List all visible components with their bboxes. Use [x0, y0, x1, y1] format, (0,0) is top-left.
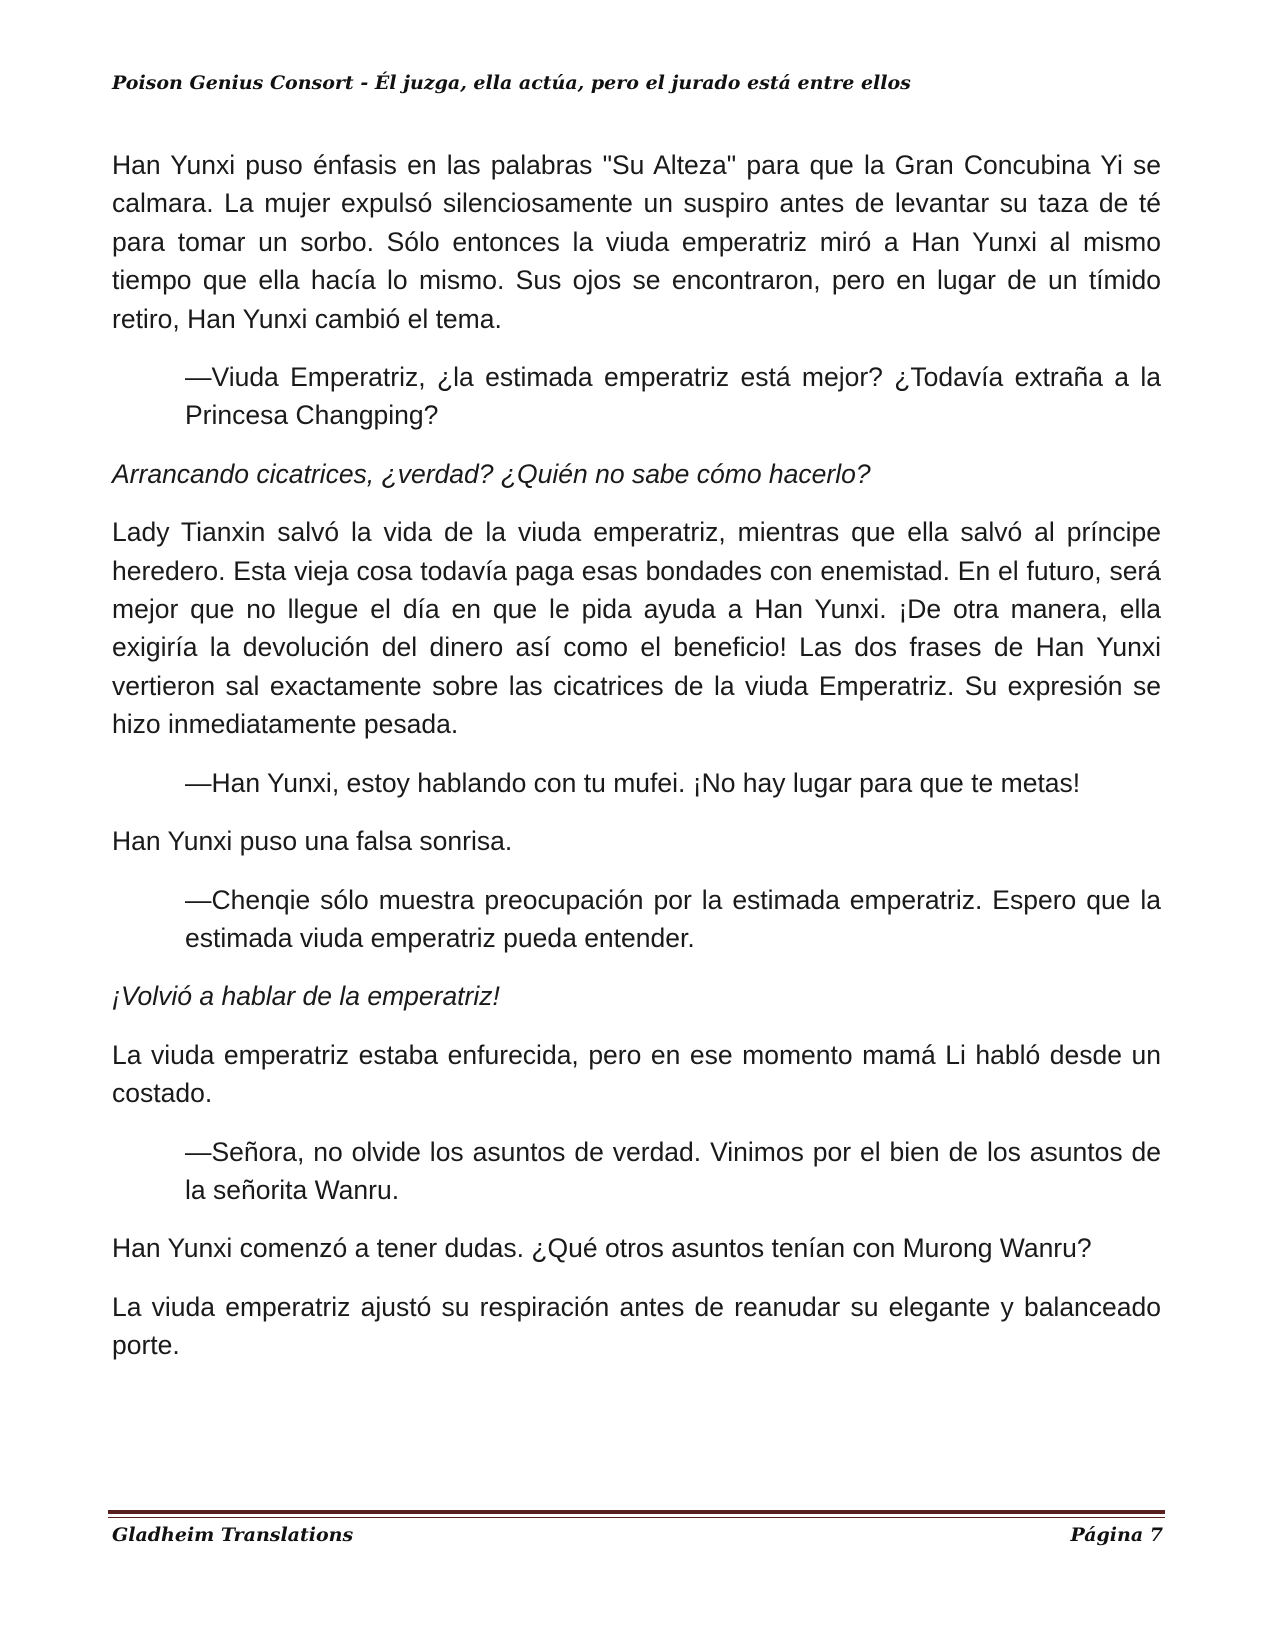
paragraph: La viuda emperatriz ajustó su respiración antes de reanudar su elegante y balanceado porte.	[112, 1291, 1161, 1361]
paragraph: Lady Tianxin salvó la vida de la viuda emperatriz, mientras que ella salvó al príncipe heredero. Esta vieja cosa todavía paga esas bondades con enemistad. En el futuro, será mejor que no llegue el día en que le pida ayuda a Han Yunxi. ¡De otra manera, ella exigiría la devolución del dinero así como el beneficio! Las dos frases de Han Yunxi vertieron sal exactamente sobre las cicatrices de la viuda Emperatriz. Su expresión se hizo inmediatamente pesada.	[112, 517, 1161, 740]
italic-thought: Arrancando cicatrices, ¿verdad? ¿Quién no sabe cómo hacerlo?	[112, 458, 871, 489]
dialogue-paragraph: —Han Yunxi, estoy hablando con tu mufei. ¡No hay lugar para que te metas!	[185, 767, 1081, 798]
dialogue-paragraph: —Chenqie sólo muestra preocupación por la estimada emperatriz. Espero que la estimada viuda emperatriz pueda entender.	[185, 884, 1161, 953]
paragraph: Han Yunxi puso énfasis en las palabras "Su Alteza" para que la Gran Concubina Yi se calmara. La mujer expulsó silenciosamente un suspiro antes de levantar su taza de té para tomar un sorbo. Sólo entonces la viuda emperatriz miró a Han Yunxi al mismo tiempo que ella hacía lo mismo. Sus ojos se encontraron, pero en lugar de un tímido retiro, Han Yunxi cambió el tema.	[112, 150, 1161, 334]
footer-divider	[108, 1510, 1165, 1514]
footer-publisher: Gladheim Translations	[112, 1524, 354, 1546]
page-number: Página 7	[1070, 1524, 1163, 1546]
italic-thought: ¡Volvió a hablar de la emperatriz!	[112, 981, 500, 1012]
paragraph: La viuda emperatriz estaba enfurecida, pero en ese momento mamá Li habló desde un costado.	[112, 1039, 1161, 1109]
paragraph: Han Yunxi comenzó a tener dudas. ¿Qué otros asuntos tenían con Murong Wanru?	[112, 1233, 1092, 1264]
page-body	[112, 146, 1161, 1385]
footer-divider-thin	[108, 1517, 1165, 1518]
page-header: Poison Genius Consort - Él juzga, ella actúa, pero el jurado está entre ellos	[112, 72, 911, 94]
dialogue-paragraph: —Señora, no olvide los asuntos de verdad. Vinimos por el bien de los asuntos de la señorita Wanru.	[185, 1136, 1161, 1205]
dialogue-paragraph: —Viuda Emperatriz, ¿la estimada emperatriz está mejor? ¿Todavía extraña a la Princesa Changping?	[185, 362, 1161, 431]
paragraph: Han Yunxi puso una falsa sonrisa.	[112, 826, 513, 857]
